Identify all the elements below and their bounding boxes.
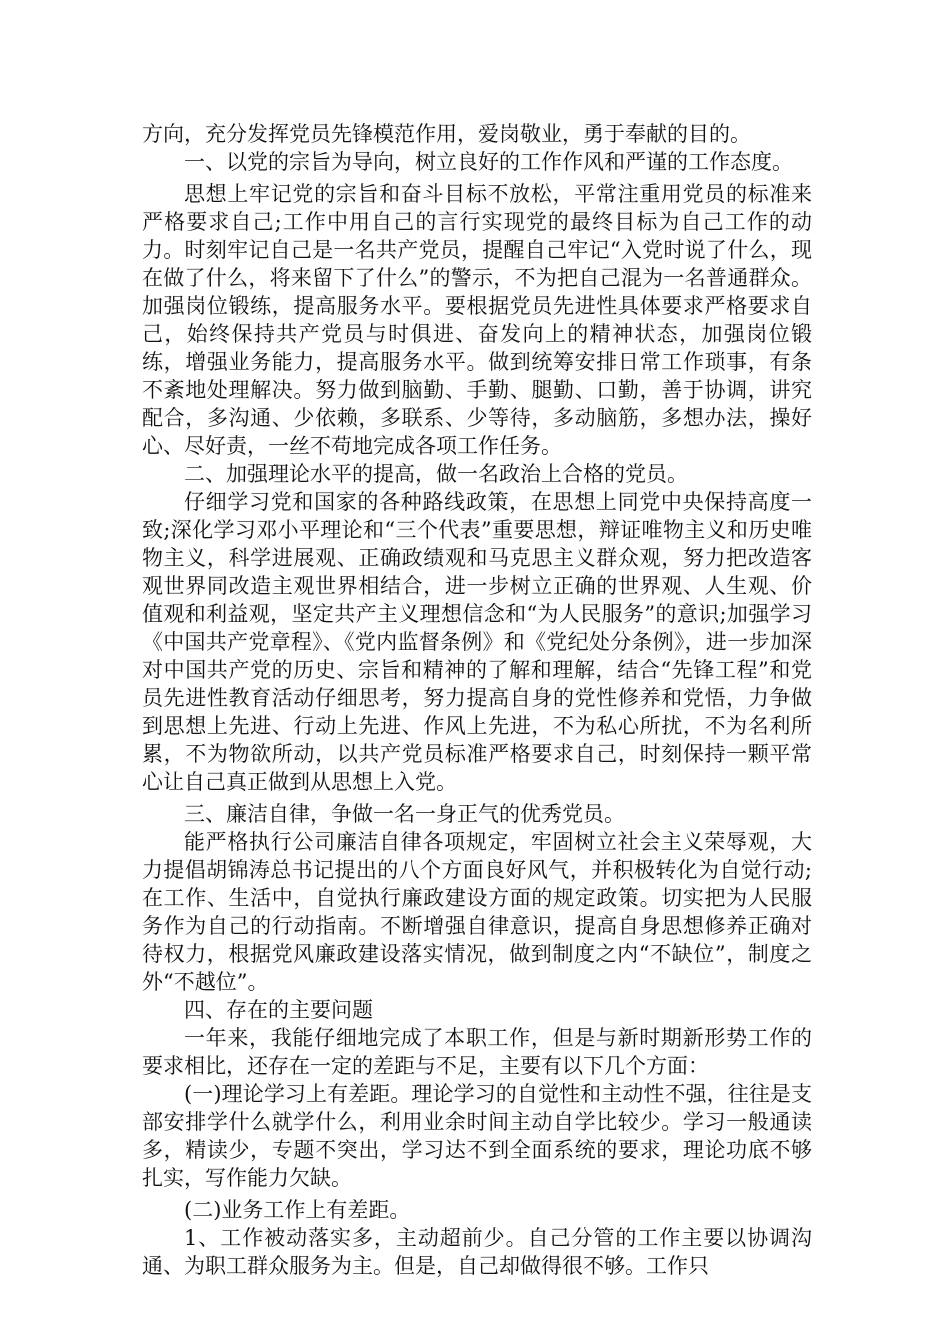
paragraph-item-2-1: 1、工作被动落实多，主动超前少。自己分管的工作主要以协调沟通、为职工群众服务为主。但是，自己却做得很不够。工作只	[142, 1226, 812, 1278]
section-heading-4: 四、存在的主要问题	[184, 998, 373, 1022]
paragraph-item-1: (一)理论学习上有差距。理论学习的自觉性和主动性不强，往往是支部安排学什么就学什么，利用业余时间主动自学比较少。学习一般通读多，精读少，专题不突出，学习达不到全面系统的要求，理论功底不够扎实，写作能力欠缺。	[142, 1082, 812, 1190]
section-heading-3: 三、廉洁自律，争做一名一身正气的优秀党员。	[184, 802, 625, 826]
section-heading-1: 一、以党的宗旨为导向，树立良好的工作作风和严谨的工作态度。	[184, 150, 793, 174]
paragraph-item-2: (二)业务工作上有差距。	[184, 1198, 411, 1222]
paragraph-body-3: 能严格执行公司廉洁自律各项规定，牢固树立社会主义荣辱观，大力提倡胡锦涛总书记提出的八个方面良好风气，并积极转化为自觉行动;在工作、生活中，自觉执行廉政建设方面的规定政策。切实把为人民服务作为自己的行动指南。不断增强自律意识，提高自身思想修养正确对待权力，根据党风廉政建设落实情况，做到制度之内“不缺位”，制度之外“不越位”。	[142, 830, 812, 994]
document-page	[142, 120, 812, 1280]
section-heading-2: 二、加强理论水平的提高，做一名政治上合格的党员。	[184, 462, 688, 486]
paragraph-continuation: 方向，充分发挥党员先锋模范作用，爱岗敬业，勇于奉献的目的。	[142, 122, 751, 146]
paragraph-body-2: 仔细学习党和国家的各种路线政策，在思想上同党中央保持高度一致;深化学习邓小平理论和“三个代表”重要思想，辩证唯物主义和历史唯物主义，科学进展观、正确政绩观和马克思主义群众观，努力把改造客观世界同改造主观世界相结合，进一步树立正确的世界观、人生观、价值观和利益观，坚定共产主义理想信念和“为人民服务”的意识;加强学习《中国共产党章程》、《党内监督条例》和《党纪处分条例》，进一步加深对中国共产党的历史、宗旨和精神的了解和理解，结合“先锋工程”和党员先进性教育活动仔细思考，努力提高自身的党性修养和党悟，力争做到思想上先进、行动上先进、作风上先进，不为私心所扰，不为名利所累，不为物欲所动，以共产党员标准严格要求自己，时刻保持一颗平常心让自己真正做到从思想上入党。	[142, 490, 812, 794]
paragraph-body-1: 思想上牢记党的宗旨和奋斗目标不放松，平常注重用党员的标准来严格要求自己;工作中用自己的言行实现党的最终目标为自己工作的动力。时刻牢记自己是一名共产党员，提醒自己牢记“入党时说了什么，现在做了什么，将来留下了什么”的警示，不为把自己混为一名普通群众。加强岗位锻练，提高服务水平。要根据党员先进性具体要求严格要求自己，始终保持共产党员与时俱进、奋发向上的精神状态，加强岗位锻练，增强业务能力，提高服务水平。做到统筹安排日常工作琐事，有条不紊地处理解决。努力做到脑勤、手勤、腿勤、口勤，善于协调，讲究配合，多沟通、少依赖，多联系、少等待，多动脑筋，多想办法，操好心、尽好责，一丝不苟地完成各项工作任务。	[142, 182, 812, 458]
paragraph-body-4: 一年来，我能仔细地完成了本职工作，但是与新时期新形势工作的要求相比，还存在一定的差距与不足，主要有以下几个方面：	[142, 1026, 812, 1078]
